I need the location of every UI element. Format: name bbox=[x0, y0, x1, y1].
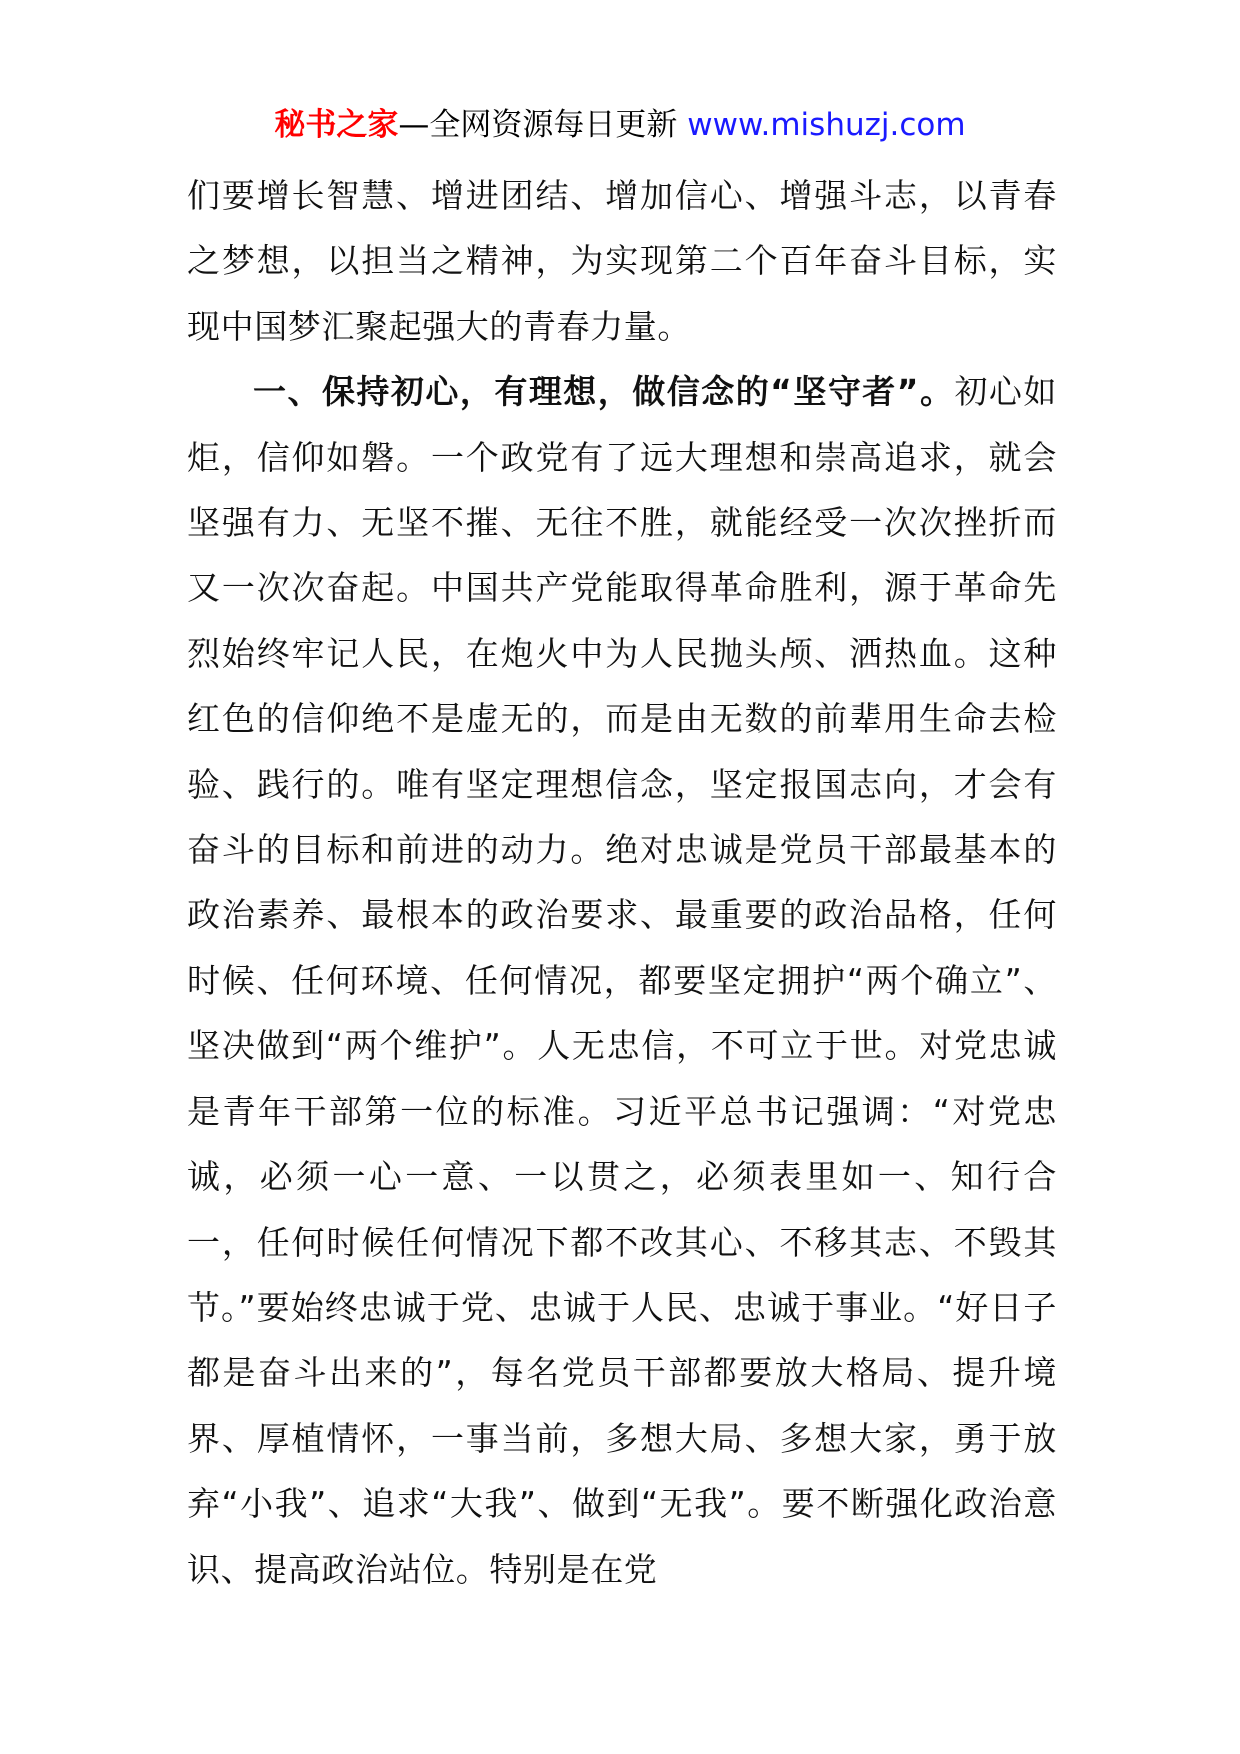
paragraph-continuation: 们要增长智慧、增进团结、增加信心、增强斗志，以青春之梦想，以担当之精神，为实现第二个百年奋斗目标，实现中国梦汇聚起强大的青春力量。 bbox=[187, 176, 1057, 346]
document-body bbox=[187, 163, 1057, 1602]
section-heading: 一、保持初心，有理想，做信念的“坚守者”。 bbox=[253, 372, 955, 412]
paragraph-section-one bbox=[187, 359, 1057, 1602]
watermark-header bbox=[0, 103, 1240, 147]
header-tagline: —全网资源每日更新 bbox=[398, 107, 688, 143]
site-url-link[interactable]: www.mishuzj.com bbox=[687, 107, 966, 143]
brand-name: 秘书之家 bbox=[274, 107, 399, 143]
section-text: 初心如炬，信仰如磐。一个政党有了远大理想和崇高追求，就会坚强有力、无坚不摧、无往不胜，就能经受一次次挫折而又一次次奋起。中国共产党能取得革命胜利，源于革命先烈始终牢记人民，在炮火中为人民抛头颅、洒热血。这种红色的信仰绝不是虚无的，而是由无数的前辈用生命去检验、践行的。唯有坚定理想信念，坚定报国志向，才会有奋斗的目标和前进的动力。绝对忠诚是党员干部最基本的政治素养、最根本的政治要求、最重要的政治品格，任何时候、任何环境、任何情况，都要坚定拥护“两个确立”、坚决做到“两个维护”。人无忠信，不可立于世。对党忠诚是青年干部第一位的标准。习近平总书记强调：“对党忠诚，必须一心一意、一以贯之，必须表里如一、知行合一，任何时候任何情况下都不改其心、不移其志、不毁其节。”要始终忠诚于党、忠诚于人民、忠诚于事业。“好日子都是奋斗出来的”，每名党员干部都要放大格局、提升境界、厚植情怀，一事当前，多想大局、多想大家，勇于放弃“小我”、追求“大我”、做到“无我”。要不断强化政治意识、提高政治站位。特别是在党 bbox=[187, 372, 1057, 1589]
